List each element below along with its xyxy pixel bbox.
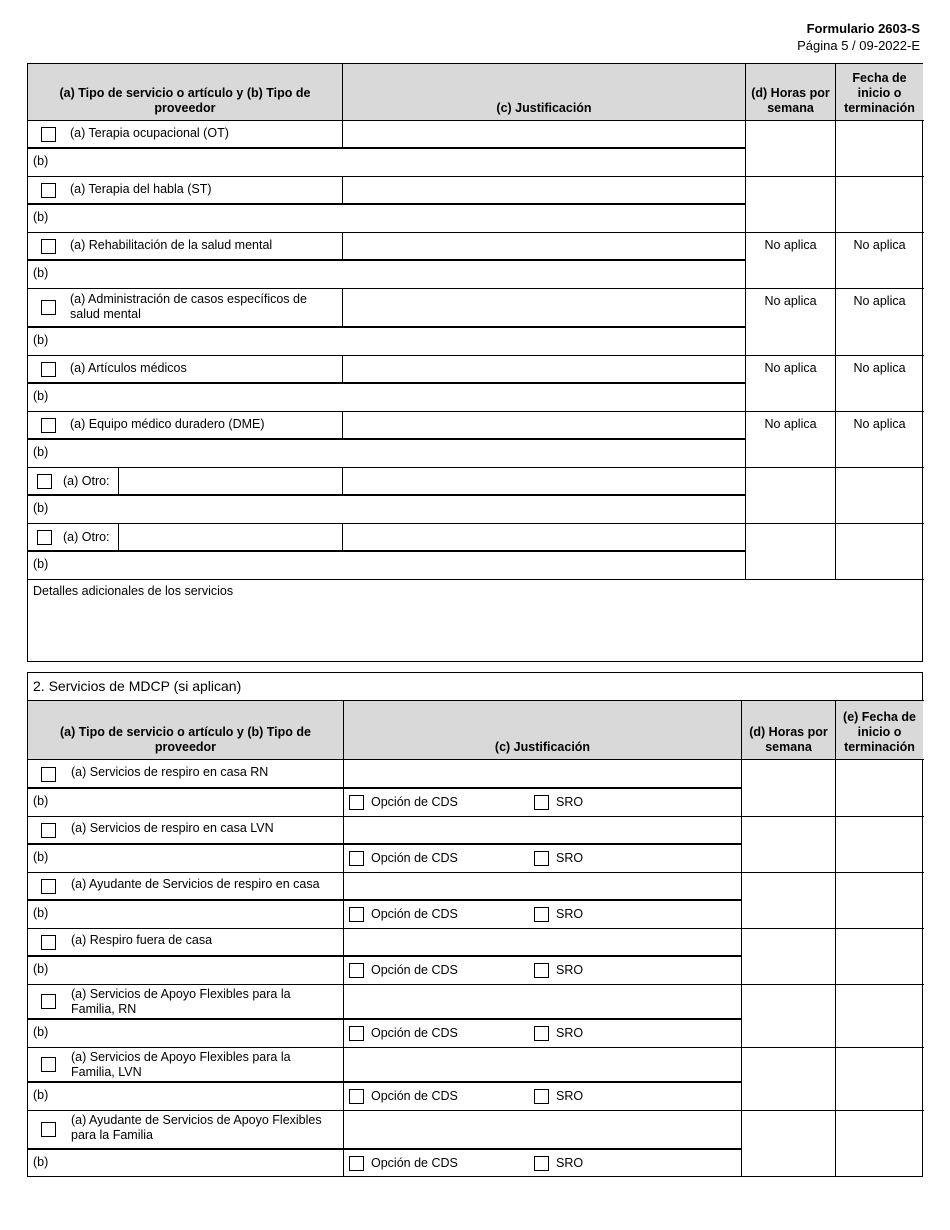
service-checkbox[interactable]	[41, 300, 56, 315]
provider-type-label: (b)	[33, 1025, 49, 1039]
service-type-label: (a) Rehabilitación de la salud mental	[70, 238, 273, 252]
sro-label: SRO	[556, 963, 584, 977]
sro-label: SRO	[556, 1026, 584, 1040]
col-header-hours: (d) Horas por semana	[746, 64, 835, 120]
provider-type-label: (b)	[33, 445, 49, 459]
cds-option-checkbox[interactable]	[349, 1089, 364, 1104]
service-type-label: (a) Servicios de respiro en casa RN	[71, 765, 269, 779]
provider-type-input[interactable]	[58, 260, 744, 288]
additional-details-label: Detalles adicionales de los servicios	[33, 584, 234, 598]
service-checkbox[interactable]	[41, 823, 56, 838]
col-header-justification: (c) Justificación	[343, 64, 745, 120]
hours-per-week-input[interactable]	[742, 1110, 835, 1177]
start-end-date[interactable]: No aplica	[853, 238, 906, 252]
justification-input[interactable]	[343, 411, 745, 439]
service-type-label: (a) Ayudante de Servicios de Apoyo Flexibles para la Familia	[71, 1113, 322, 1142]
sro-label: SRO	[556, 1089, 584, 1103]
justification-input[interactable]	[344, 984, 741, 1019]
provider-type-label: (b)	[33, 962, 49, 976]
start-end-date[interactable]: No aplica	[853, 417, 906, 431]
provider-type-input[interactable]	[58, 383, 744, 411]
justification-input[interactable]	[344, 816, 741, 844]
service-type-label: (a) Respiro fuera de casa	[71, 933, 213, 947]
col-header-hours: (d) Horas por semana	[742, 701, 835, 759]
justification-input[interactable]	[343, 467, 745, 495]
cds-option-checkbox[interactable]	[349, 1026, 364, 1041]
sro-label: SRO	[556, 907, 584, 921]
form-number: Formulario 2603-S	[806, 21, 920, 36]
sro-checkbox[interactable]	[534, 1026, 549, 1041]
start-end-date[interactable]: No aplica	[853, 294, 906, 308]
provider-type-label: (b)	[33, 210, 49, 224]
service-type-label: (a) Otro:	[63, 530, 110, 544]
sro-label: SRO	[556, 795, 584, 809]
hours-per-week-input[interactable]	[742, 1047, 835, 1110]
service-checkbox[interactable]	[41, 239, 56, 254]
provider-type-input[interactable]	[58, 439, 744, 467]
start-end-date-input[interactable]	[836, 928, 923, 984]
mdcp-services-table	[27, 672, 923, 1177]
service-type-label: (a) Terapia del habla (ST)	[70, 182, 212, 196]
service-type-label: (a) Servicios de respiro en casa LVN	[71, 821, 274, 835]
provider-type-label: (b)	[33, 266, 49, 280]
provider-type-label: (b)	[33, 850, 49, 864]
start-end-date-input[interactable]	[836, 816, 923, 872]
services-table	[27, 63, 923, 662]
hours-per-week-input[interactable]	[742, 872, 835, 928]
justification-input[interactable]	[344, 1110, 741, 1149]
provider-type-input[interactable]	[58, 551, 744, 579]
provider-type-input[interactable]	[58, 327, 744, 355]
service-checkbox[interactable]	[41, 1057, 56, 1072]
cds-option-checkbox[interactable]	[349, 907, 364, 922]
justification-input[interactable]	[343, 355, 745, 383]
start-end-date-input[interactable]	[836, 1047, 923, 1110]
start-end-date-input[interactable]	[836, 1110, 923, 1177]
col-header-type: (a) Tipo de servicio o artículo y (b) Tipo de proveedor	[28, 701, 343, 759]
hours-per-week-input[interactable]	[742, 816, 835, 872]
start-end-date-input[interactable]	[836, 760, 923, 816]
hours-per-week[interactable]: No aplica	[764, 361, 817, 375]
provider-type-label: (b)	[33, 389, 49, 403]
provider-type-label: (b)	[33, 501, 49, 515]
col-header-date: Fecha de inicio o terminación	[836, 64, 923, 120]
provider-type-label: (b)	[33, 333, 49, 347]
service-checkbox[interactable]	[41, 127, 56, 142]
service-type-label: (a) Servicios de Apoyo Flexibles para la Familia, RN	[71, 987, 291, 1016]
service-type-label: (a) Terapia ocupacional (OT)	[70, 126, 229, 140]
cds-option-checkbox[interactable]	[349, 795, 364, 810]
sro-checkbox[interactable]	[534, 963, 549, 978]
other-service-input[interactable]	[119, 523, 341, 551]
service-type-label: (a) Artículos médicos	[70, 361, 187, 375]
service-checkbox[interactable]	[41, 994, 56, 1009]
cds-option-label: Opción de CDS	[371, 1089, 458, 1103]
provider-type-label: (b)	[33, 154, 49, 168]
justification-input[interactable]	[343, 288, 745, 327]
hours-per-week-input[interactable]	[742, 984, 835, 1047]
service-checkbox[interactable]	[37, 530, 52, 545]
provider-type-label: (b)	[33, 1155, 49, 1169]
service-checkbox[interactable]	[41, 418, 56, 433]
service-checkbox[interactable]	[41, 935, 56, 950]
service-checkbox[interactable]	[41, 183, 56, 198]
provider-type-input[interactable]	[58, 204, 744, 232]
service-type-label: (a) Otro:	[63, 474, 110, 488]
service-type-label: (a) Servicios de Apoyo Flexibles para la Familia, LVN	[71, 1050, 291, 1079]
cds-option-label: Opción de CDS	[371, 1156, 458, 1170]
additional-details-input[interactable]	[29, 601, 922, 659]
hours-per-week-input[interactable]	[742, 760, 835, 816]
hours-per-week[interactable]: No aplica	[764, 238, 817, 252]
hours-per-week[interactable]: No aplica	[764, 294, 817, 308]
start-end-date-input[interactable]	[836, 984, 923, 1047]
service-type-label: (a) Equipo médico duradero (DME)	[70, 417, 265, 431]
cds-option-label: Opción de CDS	[371, 963, 458, 977]
cds-option-checkbox[interactable]	[349, 963, 364, 978]
cds-option-label: Opción de CDS	[371, 795, 458, 809]
other-service-input[interactable]	[119, 467, 341, 495]
cds-option-checkbox[interactable]	[349, 1156, 364, 1171]
col-header-type: (a) Tipo de servicio o artículo y (b) Tipo de proveedor	[28, 64, 342, 120]
service-checkbox[interactable]	[41, 767, 56, 782]
service-checkbox[interactable]	[37, 474, 52, 489]
service-type-label: (a) Administración de casos específicos de salud mental	[70, 292, 307, 321]
justification-input[interactable]	[344, 872, 741, 900]
cds-option-label: Opción de CDS	[371, 1026, 458, 1040]
hours-per-week[interactable]: No aplica	[764, 417, 817, 431]
provider-type-input[interactable]	[58, 495, 744, 523]
service-checkbox[interactable]	[41, 362, 56, 377]
justification-input[interactable]	[344, 1047, 741, 1082]
sro-checkbox[interactable]	[534, 1089, 549, 1104]
justification-input[interactable]	[343, 120, 745, 148]
cds-option-label: Opción de CDS	[371, 851, 458, 865]
provider-type-label: (b)	[33, 794, 49, 808]
start-end-date-input[interactable]	[836, 872, 923, 928]
justification-input[interactable]	[344, 760, 741, 788]
hours-per-week-input[interactable]	[742, 928, 835, 984]
service-checkbox[interactable]	[41, 879, 56, 894]
provider-type-input[interactable]	[58, 148, 744, 176]
justification-input[interactable]	[343, 523, 745, 551]
cds-option-label: Opción de CDS	[371, 907, 458, 921]
service-type-label: (a) Ayudante de Servicios de respiro en casa	[71, 877, 320, 891]
service-checkbox[interactable]	[41, 1122, 56, 1137]
justification-input[interactable]	[343, 232, 745, 260]
section-title: 2. Servicios de MDCP (si aplican)	[33, 678, 242, 694]
provider-type-label: (b)	[33, 906, 49, 920]
sro-checkbox[interactable]	[534, 907, 549, 922]
sro-checkbox[interactable]	[534, 851, 549, 866]
sro-label: SRO	[556, 1156, 584, 1170]
sro-checkbox[interactable]	[534, 1156, 549, 1171]
page-info: Página 5 / 09-2022-E	[797, 38, 920, 53]
start-end-date[interactable]: No aplica	[853, 361, 906, 375]
sro-checkbox[interactable]	[534, 795, 549, 810]
col-header-date: (e) Fecha de inicio o terminación	[836, 701, 923, 759]
provider-type-label: (b)	[33, 557, 49, 571]
provider-type-label: (b)	[33, 1088, 49, 1102]
cds-option-checkbox[interactable]	[349, 851, 364, 866]
sro-label: SRO	[556, 851, 584, 865]
col-header-justification: (c) Justificación	[344, 701, 741, 759]
justification-input[interactable]	[343, 176, 745, 204]
justification-input[interactable]	[344, 928, 741, 956]
